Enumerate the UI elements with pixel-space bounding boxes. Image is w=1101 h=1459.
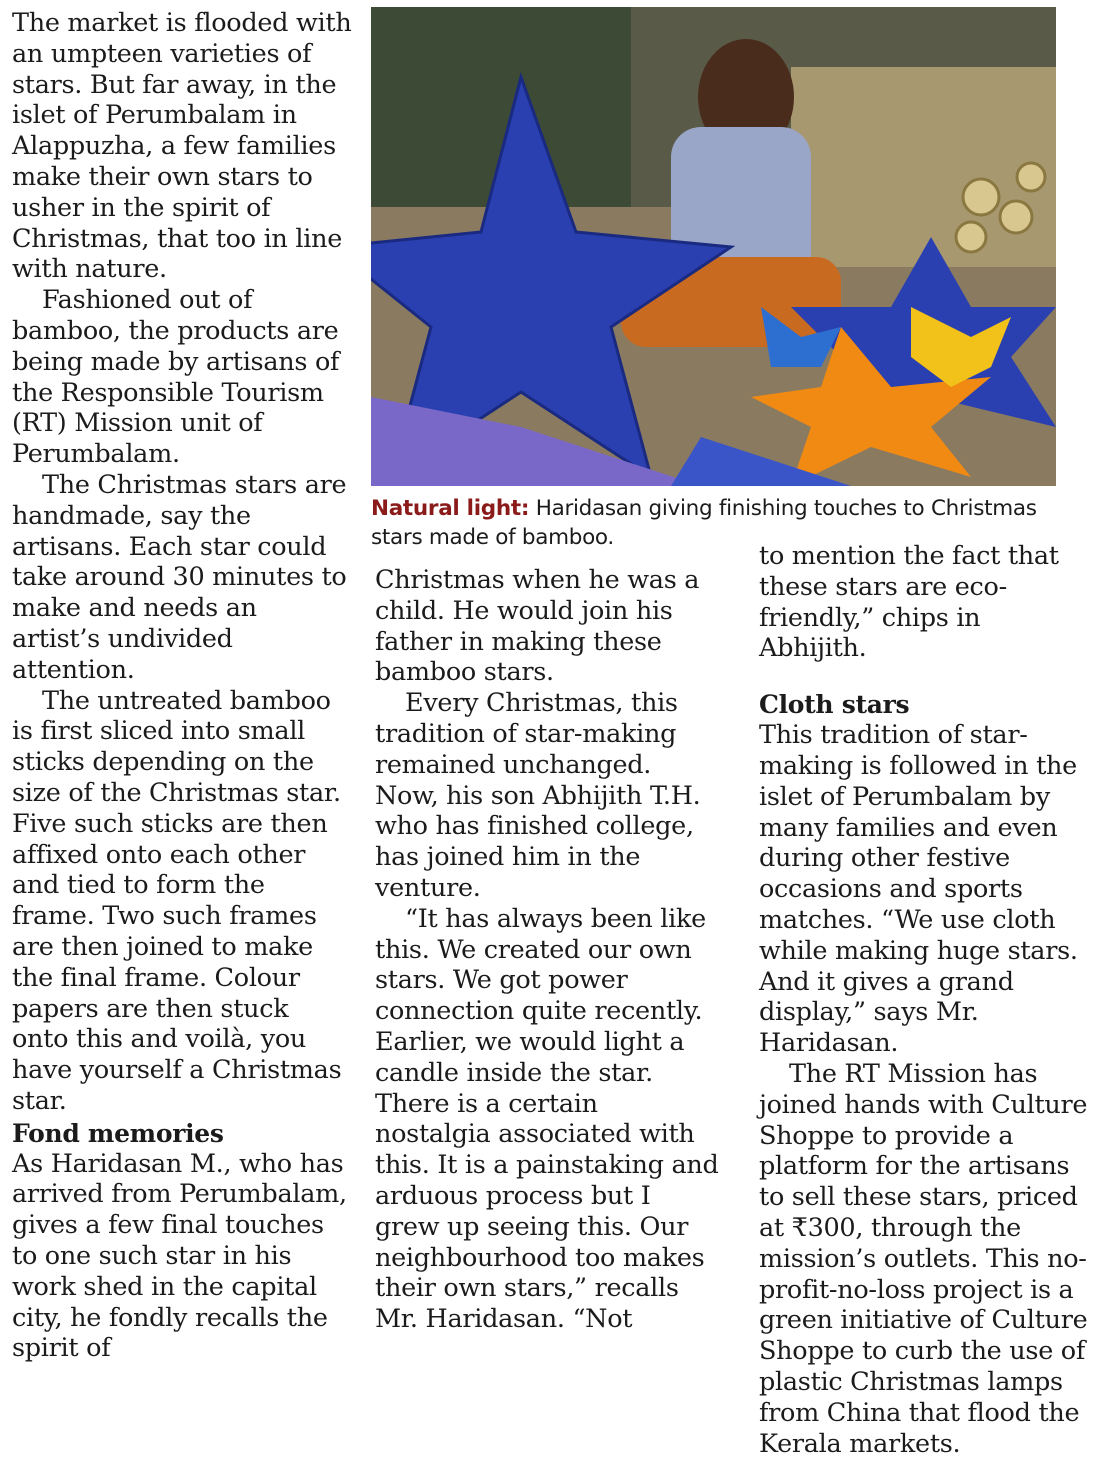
paragraph: As Haridasan M., who has arrived from Perumbalam, gives a few final touches to one such star in his work shed in the capital city, he fondly recalls the spirit of <box>12 1148 347 1364</box>
paragraph: The untreated bamboo is first sliced into small sticks depending on the size of the Christmas star. Five such sticks are then affixed onto each other and tied to form the frame. Two such frames are then joined to make the final frame. Colour papers are then stuck onto this and voilà, you have yourself a Christmas star. <box>12 685 342 1116</box>
paragraph: Fashioned out of bamboo, the products are being made by artisans of the Responsible Tourism (RT) Mission unit of Perumbalam. <box>12 285 340 470</box>
paragraph: The RT Mission has joined hands with Culture Shoppe to provide a platform for the artisans to sell these stars, priced at ₹300, through the mission’s outlets. This no-profit-no-loss project is a green initiative of Culture Shoppe to curb the use of plastic Christmas lamps from China that flood the Kerala markets. <box>759 1058 1088 1459</box>
paragraph: “It has always been like this. We created our own stars. We got power connection quite recently. Earlier, we would light a candle inside the star. There is a certain nostalgia associated with this. It is a painstaking and arduous process but I grew up seeing this. Our neighbourhood too makes their own stars,” recalls Mr. Haridasan. “Not <box>375 903 719 1335</box>
photo-illustration <box>371 7 1056 486</box>
article-column-1 <box>12 8 352 1364</box>
paragraph: This tradition of star-making is followed in the islet of Perumbalam by many families and even during other festive occasions and sports matches. “We use cloth while making huge stars. And it gives a grand display,” says Mr. Haridasan. <box>759 720 1078 1059</box>
paragraph: The market is flooded with an umpteen varieties of stars. But far away, in the islet of Perumbalam in Alappuzha, a few families make their own stars to usher in the spirit of Christmas, that too in line with nature. <box>12 8 352 285</box>
article-column-3 <box>759 541 1094 1459</box>
subheading-cloth-stars: Cloth stars <box>759 690 910 720</box>
subheading-fond-memories: Fond memories <box>12 1118 224 1148</box>
paragraph: to mention the fact that these stars are eco-friendly,” chips in Abhijith. <box>759 541 1059 664</box>
paragraph: Every Christmas, this tradition of star-making remained unchanged. Now, his son Abhijith T.H. who has finished college, has joined him in the venture. <box>375 688 701 903</box>
article-column-2 <box>375 565 720 1335</box>
paragraph: The Christmas stars are handmade, say the artisans. Each star could take around 30 minutes to make and needs an artist’s undivided attention. <box>12 469 347 685</box>
caption-lead: Natural light: <box>371 496 530 521</box>
article-photo <box>371 7 1056 486</box>
caption-text: Haridasan giving finishing touches to Christmas stars made of bamboo. <box>371 496 1037 550</box>
paragraph: Christmas when he was a child. He would join his father in making these bamboo stars. <box>375 565 700 688</box>
